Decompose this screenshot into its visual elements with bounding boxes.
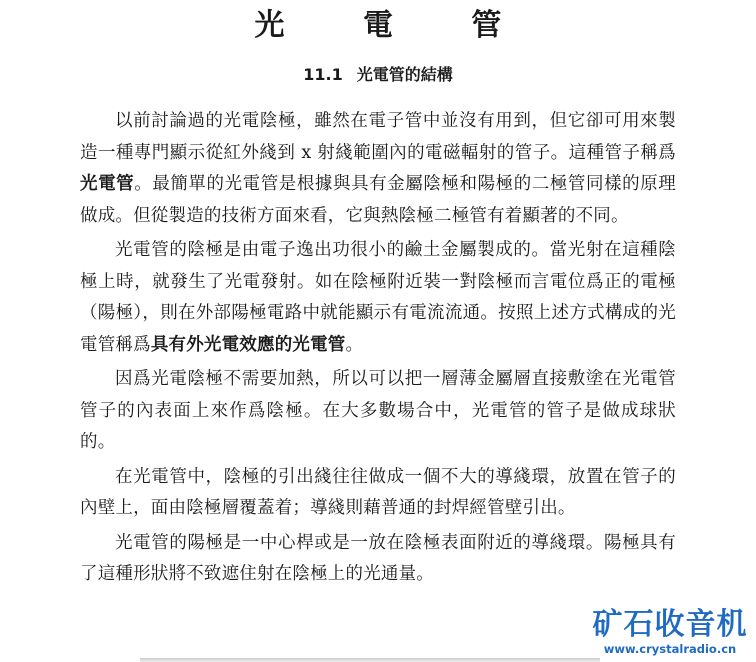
paragraph-text: 因爲光電陰極不需要加熱，所以可以把一層薄金屬層直接敷塗在光電管管子的內表面上來作爲陰極。在大多數場合中，光電管的管子是做成球狀的。: [80, 369, 676, 452]
section-heading: [0, 64, 756, 86]
paragraph: [80, 364, 676, 459]
paragraph: [80, 235, 676, 361]
watermark-url: www.crystalradio.cn: [603, 642, 737, 656]
watermark-logo-text: 矿石收音机: [592, 607, 748, 642]
body-text: [80, 106, 676, 594]
paragraph: [80, 462, 676, 525]
paragraph-text: 光電管的陽極是一中心桿或是一放在陰極表面附近的導綫環。陽極具有了這種形狀將不致遮住射在陰極上的光通量。: [80, 532, 676, 584]
chapter-title: 光 電 管: [254, 8, 536, 43]
paragraph: [80, 106, 676, 232]
scan-edge: [140, 658, 600, 662]
emphasized-term: 光電管: [80, 174, 135, 194]
paragraph-text: 。最簡單的光電管是根據與具有金屬陰極和陽極的二極管同樣的原理做成。但從製造的技術方面來看，它與熱陰極二極管有着顯著的不同。: [80, 174, 676, 226]
paragraph-text: 。: [345, 334, 364, 355]
site-watermark: [590, 608, 750, 656]
section-title: 光電管的結構: [356, 65, 453, 84]
paragraph: [80, 528, 676, 591]
section-number: 11.1: [303, 65, 343, 84]
paragraph-text: 在光電管中，陰極的引出綫往往做成一個不大的導綫環，放置在管子的內壁上，面由陰極層覆蓋着；導綫則藉普通的封焊經管壁引出。: [80, 466, 676, 518]
paragraph-text: 光電管的陰極是由電子逸出功很小的鹼土金屬製成的。當光射在這種陰極上時，就發生了光電發射。如在陰極附近裝一對陰極而言電位爲正的電極（陽極），則在外部陽極電路中就能顯示有電流流通。按照上述方式構成的光電管稱爲: [80, 240, 676, 355]
emphasized-term: 具有外光電效應的光電管: [150, 334, 346, 355]
paragraph-text: 以前討論過的光電陰極，雖然在電子管中並沒有用到，但它卻可用來製造一種專門顯示從紅外綫到 x 射綫範圍內的電磁輻射的管子。這種管子稱爲: [80, 111, 676, 163]
